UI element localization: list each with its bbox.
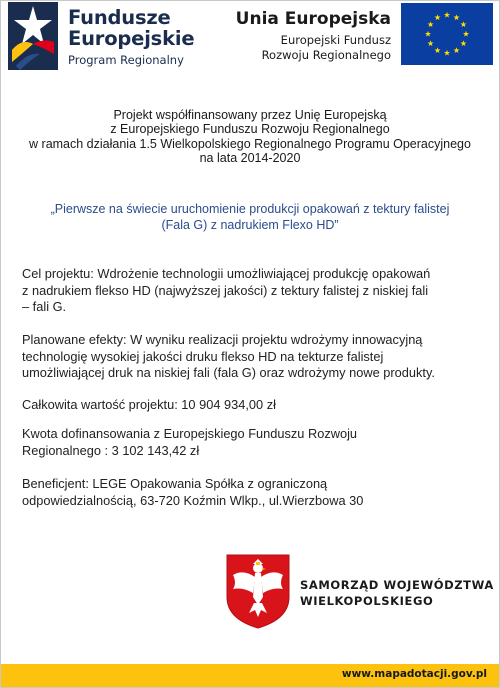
samorzad-line2: WIELKOPOLSKIEGO [300,594,434,608]
ue-title: Unia Europejska [235,9,391,29]
fundusze-europejskie-text [68,7,194,69]
planned-effects [22,332,492,382]
fe-logo-line1: Fundusze [68,6,171,29]
beneficiary [22,476,492,509]
total-value: Całkowita wartość projektu: 10 904 934,00 zł [22,397,276,412]
project-title [0,202,500,233]
fe-logo-line3: Program Regionalny [68,53,184,67]
goal-line2: z nadrukiem flekso HD (najwyższej jakości) z tektury falistej z niskiej fali [22,282,429,298]
project-title-line2: (Fala G) z nadrukiem Flexo HD” [161,217,339,232]
beneficiary-line2: odpowiedzialnością, 63-720 Koźmin Wlkp., ul.Wierzbowa 30 [22,492,364,508]
intro-line4: na lata 2014-2020 [199,150,301,165]
footer-url-link[interactable]: www.mapadotacji.gov.pl [341,668,487,680]
goal-line3: – fali G. [22,299,67,314]
funding-line2: Regionalnego : 3 102 143,42 zł [22,442,200,458]
funding-amount [22,426,492,459]
effects-line2: technologię wysokiej jakości druku flekso HD na tekturze falistej [22,348,384,364]
unia-europejska-text [236,8,391,63]
effects-line1: Planowane efekty: W wyniku realizacji projektu wdrożymy innowacyjną [22,332,423,347]
fundusze-europejskie-logo-icon [8,2,58,70]
funding-line1: Kwota dofinansowania z Europejskiego Funduszu Rozwoju [22,426,358,441]
fe-logo-line2: Europejskie [68,27,195,50]
samorzad-wojewodztwa-label [300,577,494,609]
ue-subtitle-line2: Rozwoju Regionalnego [261,48,391,62]
cofinancing-intro [0,108,500,165]
eu-flag-icon [401,3,493,65]
intro-line3: w ramach działania 1.5 Wielkopolskiego Regionalnego Programu Operacyjnego [29,136,471,151]
footer-bar [1,664,499,687]
goal-line1: Cel projektu: Wdrożenie technologii umożliwiającej produkcję opakowań [22,266,431,281]
intro-line1: Projekt współfinansowany przez Unię Europejską [113,108,387,122]
ue-subtitle-line1: Europejski Fundusz [280,33,391,47]
beneficiary-line1: Beneficjent: LEGE Opakowania Spółka z ograniczoną [22,476,328,491]
wielkopolska-eagle-crest-icon [225,553,291,630]
project-goal [22,266,492,316]
samorzad-line1: SAMORZĄD WOJEWÓDZTWA [300,578,494,592]
effects-line3: umożliwiającej druk na niskiej fali (fala G) oraz wdrożymy nowe produkty. [22,365,435,380]
intro-line2: z Europejskiego Funduszu Rozwoju Regionalnego [110,122,390,137]
project-title-line1: „Pierwsze na świecie uruchomienie produkcji opakowań z tektury falistej [50,202,450,216]
